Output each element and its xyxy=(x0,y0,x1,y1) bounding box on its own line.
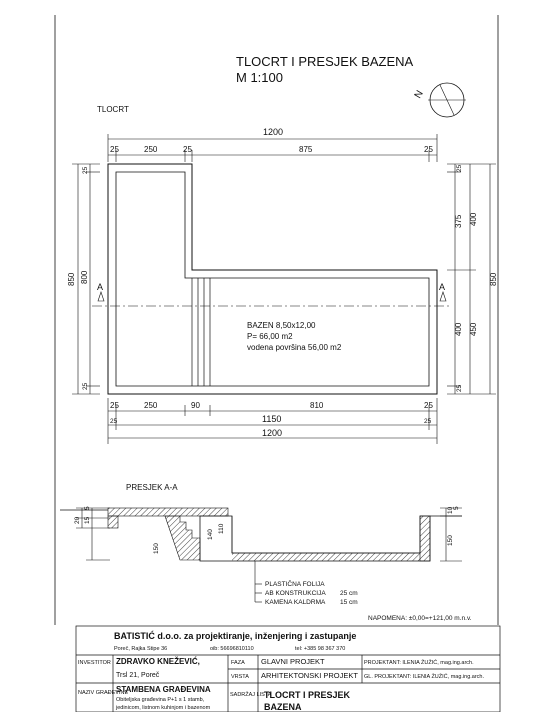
investitor-label: INVESTITOR xyxy=(78,660,111,666)
naziv-desc-2: jedinicom, listnom kuhinjom i bazenom xyxy=(116,705,211,711)
company-address: Poreč, Rajka Stipe 36 xyxy=(114,646,168,652)
company-oib: oib: 56696810110 xyxy=(210,646,254,652)
section-pool xyxy=(60,508,462,561)
legend-2-value: 25 cm xyxy=(340,590,358,597)
dim-left-inner: 800 xyxy=(80,270,89,284)
sadrzaj-label: SADRŽAJ LISTA xyxy=(230,692,272,698)
sec-dim-left-c: 150 xyxy=(153,543,160,554)
naziv-label: NAZIV GRAĐEVINE xyxy=(78,690,129,696)
investitor-address: Trsl 21, Poreč xyxy=(116,672,160,679)
dim-top-d: 875 xyxy=(299,145,313,154)
dim-bottom-d: 810 xyxy=(310,401,324,410)
napomena: NAPOMENA: ±0,00=+121,00 m.n.v. xyxy=(368,615,472,622)
section-right-dimensions xyxy=(440,508,462,561)
dim-bottom-a: 25 xyxy=(110,401,119,410)
north-arrow-icon xyxy=(413,83,466,117)
section-mark-left: A xyxy=(97,282,104,292)
section-mark-right: A xyxy=(439,282,446,292)
dim-top-c: 25 xyxy=(183,145,192,154)
dim-bottom-e: 25 xyxy=(424,401,433,410)
gl-projektant: GL. PROJEKTANT: ILENIA ŽUŽIĆ, mag.ing.arch. xyxy=(364,674,485,680)
dim-top-b: 250 xyxy=(144,145,158,154)
naziv-desc-1: Obiteljska građevina P+1 s 1 stamb, xyxy=(116,697,205,703)
dim-bottom-inner-overall: 1150 xyxy=(262,414,282,424)
section-left-dimensions xyxy=(76,508,110,560)
sheet-scale: M 1:100 xyxy=(236,70,283,85)
legend-2: AB KONSTRUKCIJA xyxy=(265,590,326,597)
dim-right-bottom: 25 xyxy=(456,384,463,392)
pool-note-1: BAZEN 8,50x12,00 xyxy=(247,321,316,330)
dim-bottom-b: 250 xyxy=(144,401,158,410)
section-mark-right-icon xyxy=(439,282,446,301)
pool-outer-wall xyxy=(108,164,437,394)
faza-value: GLAVNI PROJEKT xyxy=(261,657,325,666)
naziv-value: STAMBENA GRAĐEVINA xyxy=(116,685,211,694)
sec-step-dim-a: 140 xyxy=(207,529,214,540)
dim-bottom-c: 90 xyxy=(191,401,200,410)
legend-3: KAMENA KALDRMA xyxy=(265,599,326,606)
section-label: PRESJEK A-A xyxy=(126,483,178,492)
pool-note-2: P= 66,00 m2 xyxy=(247,332,293,341)
north-label: N xyxy=(412,88,426,101)
sec-dim-left-b: 5 xyxy=(84,506,91,510)
pool-note-3: vodena površina 56,00 m2 xyxy=(247,343,342,352)
pool-inner-wall xyxy=(116,172,429,386)
dim-left-bottom: 25 xyxy=(82,382,89,390)
sec-step-dim-b: 110 xyxy=(218,523,225,534)
plan-label: TLOCRT xyxy=(97,105,129,114)
projektant: PROJEKTANT: ILENIA ŽUŽIĆ, mag.ing.arch. xyxy=(364,660,474,666)
sec-dim-left-d: 15 xyxy=(84,516,91,524)
sec-dim-right-a: 10 xyxy=(447,506,454,514)
vrsta-value: ARHITEKTONSKI PROJEKT xyxy=(261,671,358,680)
sadrzaj-value-2: BAZENA xyxy=(264,702,302,712)
company-name: BATISTIĆ d.o.o. za projektiranje, inženjering i zastupanje xyxy=(114,631,357,641)
investitor-name: ZDRAVKO KNEŽEVIĆ, xyxy=(116,657,200,666)
dim-right-upper: 375 xyxy=(454,214,463,228)
dim-top-e: 25 xyxy=(424,145,433,154)
legend-3-value: 15 cm xyxy=(340,599,358,606)
dim-right-top: 25 xyxy=(456,164,463,172)
dim-left-overall: 850 xyxy=(67,272,76,286)
dim-bottom-e2: 25 xyxy=(424,418,432,425)
legend-1: PLASTIČNA FOLIJA xyxy=(265,581,325,588)
company-tel: tel: +385 98 367 370 xyxy=(295,646,346,652)
section-legend-leaders xyxy=(255,561,262,602)
pool-steps xyxy=(192,278,210,386)
dim-right-lower-total: 450 xyxy=(469,322,478,336)
sheet-title: TLOCRT I PRESJEK BAZENA xyxy=(236,54,414,69)
faza-label: FAZA xyxy=(231,660,245,666)
section-mark-left-icon xyxy=(97,282,104,301)
dim-top-overall: 1200 xyxy=(263,127,284,137)
dim-right-lower: 400 xyxy=(454,322,463,336)
sec-dim-left-a: 20 xyxy=(74,516,81,524)
sec-dim-right-c: 150 xyxy=(447,535,454,546)
vrsta-label: VRSTA xyxy=(231,674,249,680)
sadrzaj-value-1: TLOCRT I PRESJEK xyxy=(264,690,351,700)
dim-bottom-a2: 25 xyxy=(110,418,118,425)
dim-bottom-overall: 1200 xyxy=(262,428,283,438)
dim-left-top: 25 xyxy=(82,166,89,174)
dim-top-a: 25 xyxy=(110,145,119,154)
dim-right-upper-total: 400 xyxy=(469,212,478,226)
dim-right-overall: 850 xyxy=(489,272,498,286)
sec-dim-right-b: 5 xyxy=(453,506,460,510)
